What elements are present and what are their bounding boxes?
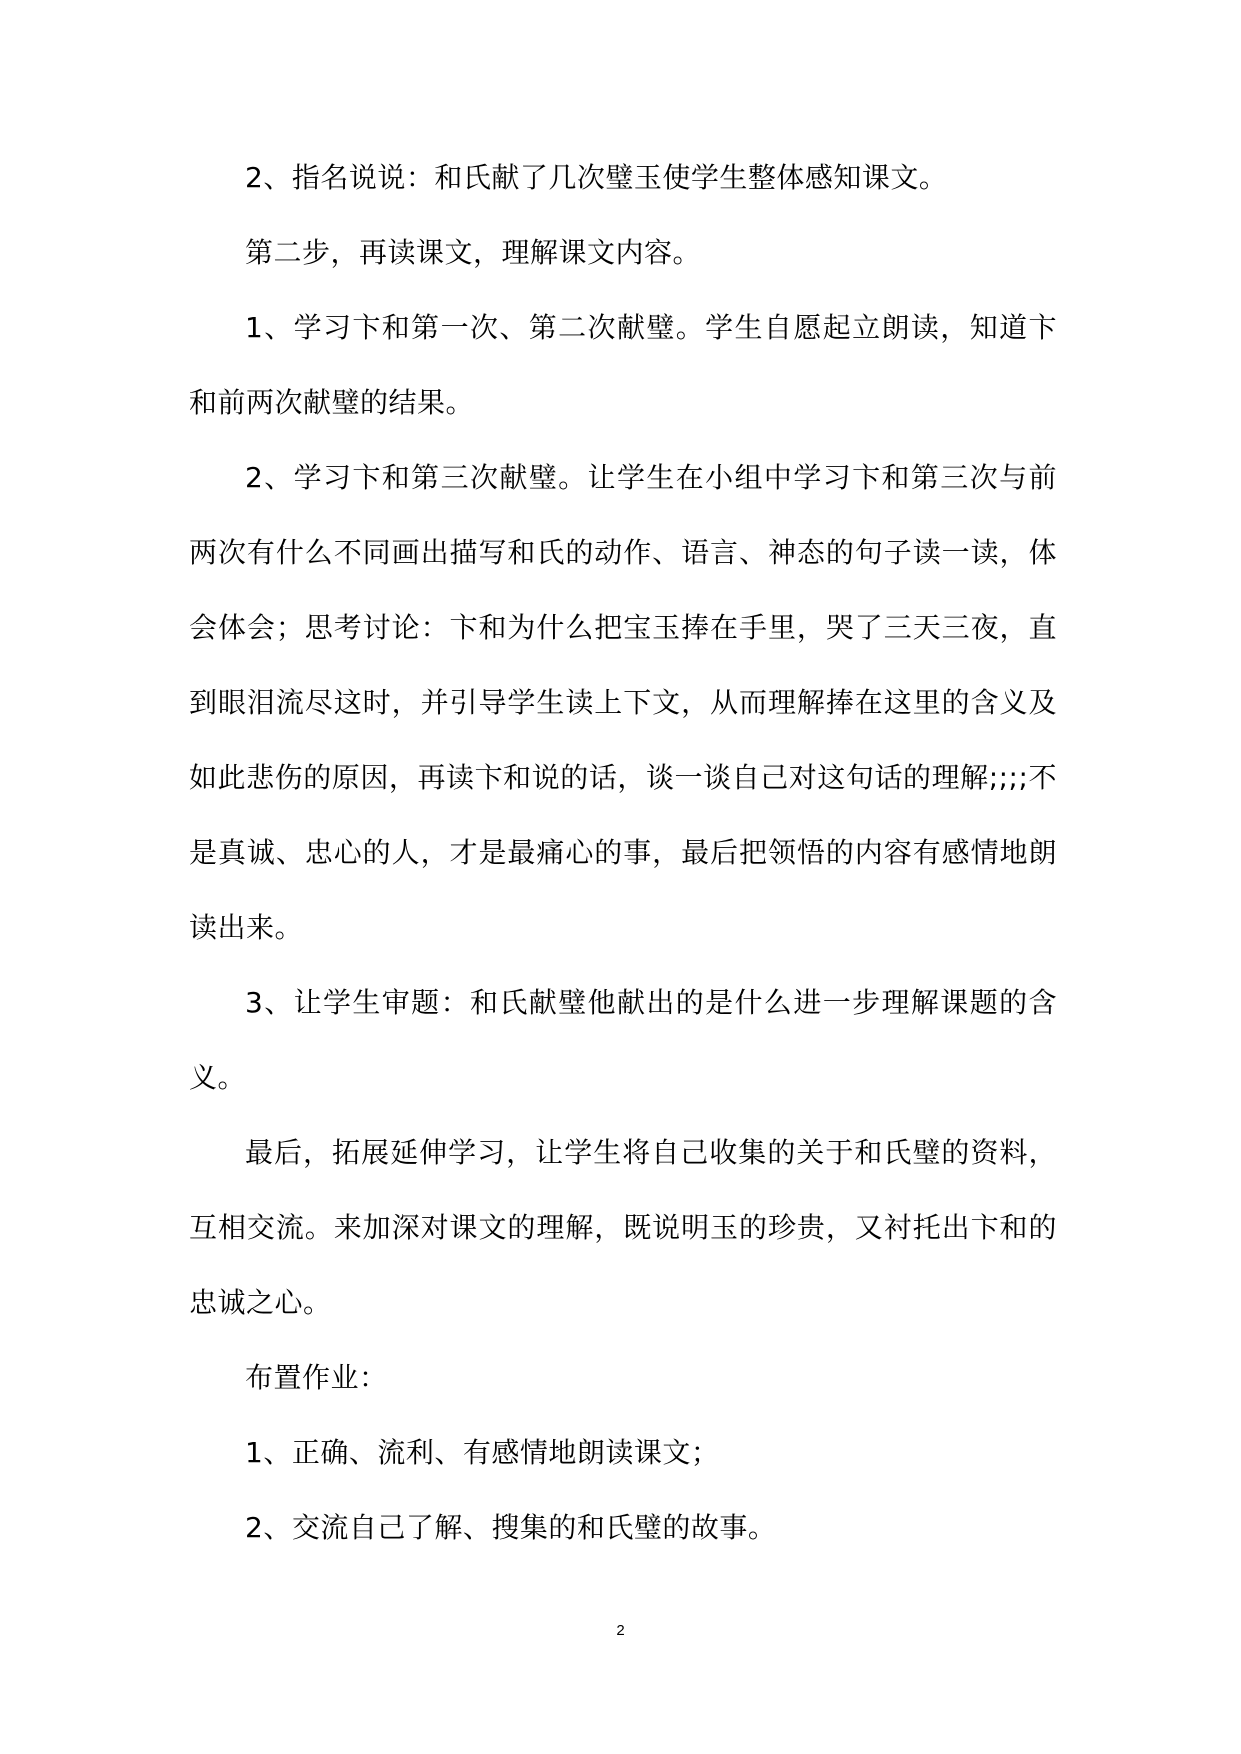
paragraph: 2、指名说说：和氏献了几次璧玉使学生整体感知课文。 bbox=[245, 161, 948, 194]
paragraph: 2、学习卞和第三次献璧。让学生在小组中学习卞和第三次与前两次有什么不同画出描写和氏的动作、语言、神态的句子读一读，体会体会；思考讨论：卞和为什么把宝玉捧在手里，哭了三天三夜，直到眼泪流尽这时，并引导学生读上下文，从而理解捧在这里的含义及如此悲伤的原因，再读卞和说的话，谈一谈自己对这句话的理解;;;;不是真诚、忠心的人，才是最痛心的事，最后把领悟的内容有感情地朗读出来。 bbox=[189, 461, 1057, 944]
paragraph: 第二步，再读课文，理解课文内容。 bbox=[245, 236, 702, 269]
paragraph: 布置作业： bbox=[245, 1361, 388, 1394]
paragraph: 最后，拓展延伸学习，让学生将自己收集的关于和氏璧的资料，互相交流。来加深对课文的理解，既说明玉的珍贵，又衬托出卞和的忠诚之心。 bbox=[189, 1136, 1057, 1319]
paragraph: 2、交流自己了解、搜集的和氏璧的故事。 bbox=[245, 1511, 777, 1544]
document-body bbox=[189, 140, 1057, 1565]
paragraph: 1、学习卞和第一次、第二次献璧。学生自愿起立朗读，知道卞和前两次献璧的结果。 bbox=[189, 311, 1057, 419]
page-number: 2 bbox=[616, 1622, 625, 1639]
paragraph: 3、让学生审题：和氏献璧他献出的是什么进一步理解课题的含义。 bbox=[189, 986, 1057, 1094]
paragraph: 1、正确、流利、有感情地朗读课文； bbox=[245, 1436, 720, 1469]
